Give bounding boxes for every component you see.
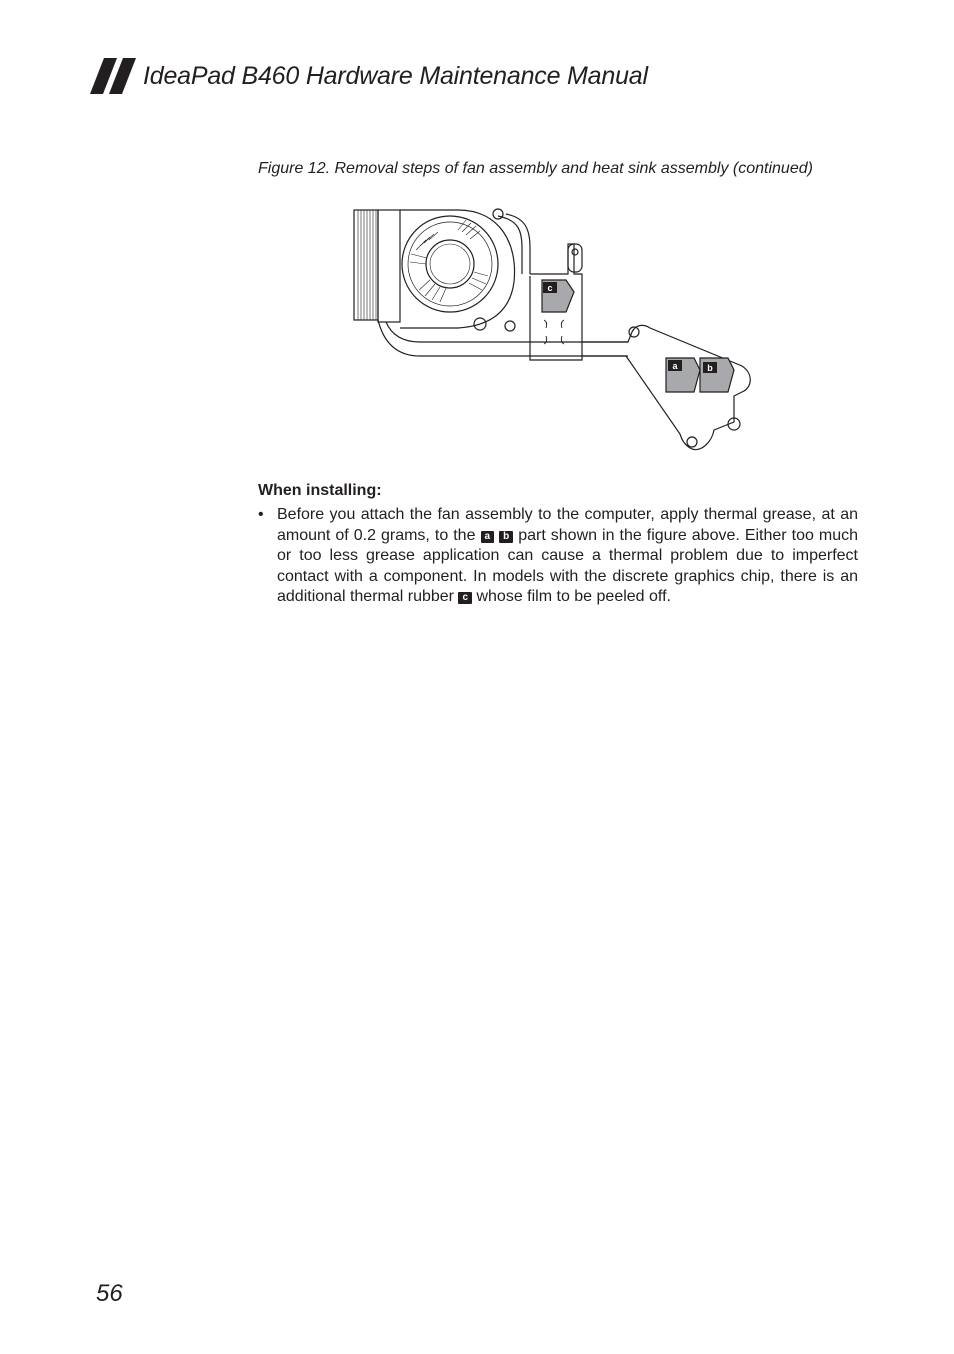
instruction-list <box>258 505 858 608</box>
label-c: c <box>547 283 553 293</box>
instruction-text-part3: whose film to be peeled off. <box>476 588 671 606</box>
section-heading: When installing: <box>258 482 382 499</box>
double-slash-logo-icon <box>90 58 136 94</box>
figure-caption: Figure 12. Removal steps of fan assembly and heat sink assembly (continued) <box>258 160 813 177</box>
heat-sink-fan-diagram <box>350 204 770 456</box>
list-item <box>258 505 858 608</box>
callout-c: c <box>458 592 472 604</box>
callout-b: b <box>499 531 513 543</box>
callout-a: a <box>481 531 495 543</box>
instruction-text-part2: part shown in the figure above. Either too much or too less grease application can cause a thermal problem due to imperfect contact with a component. In models with the discrete graphics chip, there is an additional thermal rubber <box>277 526 858 606</box>
bullet-icon: • <box>258 506 264 523</box>
instruction-text-part1: Before you attach the fan assembly to the computer, apply thermal grease, at an amount of 0.2 grams, to the <box>277 506 858 544</box>
document-title: IdeaPad B460 Hardware Maintenance Manual <box>143 62 648 90</box>
page-number: 56 <box>96 1280 123 1307</box>
label-b: b <box>707 363 713 373</box>
label-a: a <box>672 361 678 371</box>
